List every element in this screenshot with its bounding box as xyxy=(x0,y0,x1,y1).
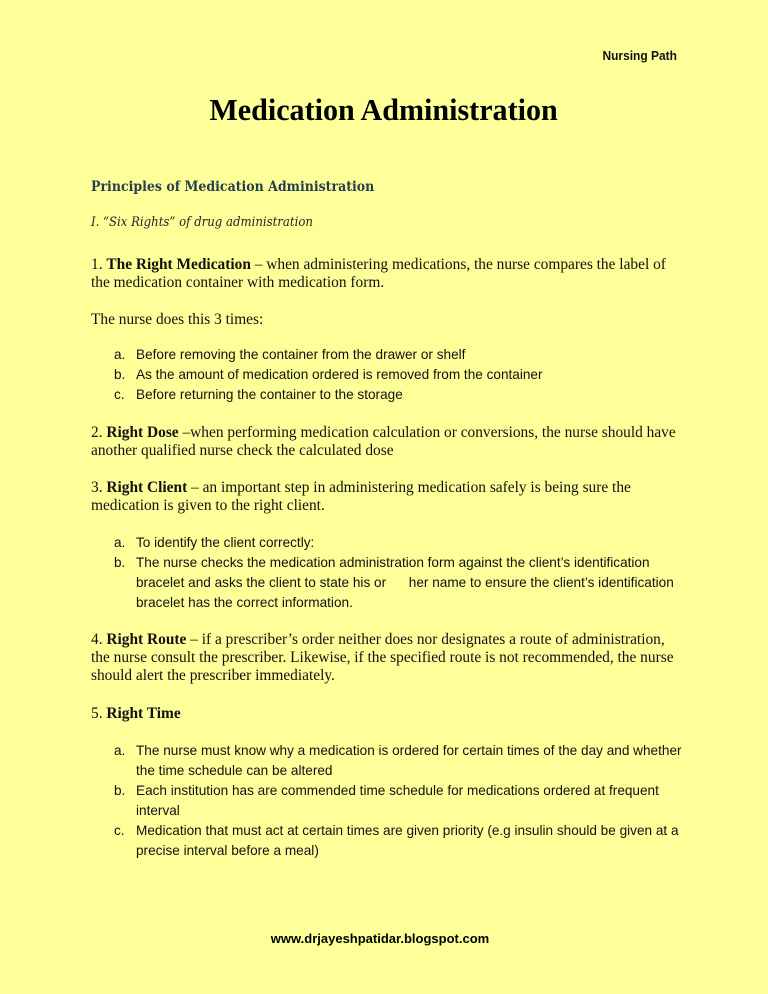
right-name: Right Client xyxy=(106,479,188,496)
medication-note: The nurse does this 3 times: xyxy=(91,311,264,328)
list-item: b. Each institution has are commended time schedule for medications ordered at frequent interval xyxy=(114,783,659,818)
medication-steps-list xyxy=(114,345,684,405)
list-item: c. Before returning the container to the storage xyxy=(114,387,403,402)
right-route-paragraph: 4. Right Route – if a prescriber’s order neither does nor designates a route of administration, the nurse consult the prescriber. Likewise, if the specified route is not recommended, the nurse should alert the prescriber immediately. xyxy=(91,631,674,684)
list-item: a. The nurse must know why a medication is ordered for certain times of the day and whether the time schedule can be altered xyxy=(114,743,682,778)
list-item: a. Before removing the container from the drawer or shelf xyxy=(114,347,466,362)
header-label: Nursing Path xyxy=(602,48,677,63)
right-name: Right Time xyxy=(106,705,181,722)
page-title: Medication Administration xyxy=(209,92,559,127)
right-name: The Right Medication xyxy=(106,256,251,273)
subheading: I. “Six Rights” of drug administration xyxy=(91,215,313,230)
client-steps-list xyxy=(114,533,684,613)
footer-url: www.drjayeshpatidar.blogspot.com xyxy=(270,931,490,946)
list-item: c. Medication that must act at certain times are given priority (e.g insulin should be given at a precise interval before a meal) xyxy=(114,823,679,858)
section-heading: Principles of Medication Administration xyxy=(91,179,375,195)
right-name: Right Route xyxy=(106,631,187,648)
right-dose-paragraph: 2. Right Dose –when performing medication calculation or conversions, the nurse should have another qualified nurse check the calculated dose xyxy=(91,424,676,459)
right-client-paragraph: 3. Right Client – an important step in administering medication safely is being sure the medication is given to the right client. xyxy=(91,479,631,514)
right-name: Right Dose xyxy=(106,424,179,441)
list-item: b. As the amount of medication ordered is removed from the container xyxy=(114,367,543,382)
right-time-paragraph: 5. Right Time xyxy=(91,705,181,722)
right-medication-paragraph: 1. The Right Medication – when administering medications, the nurse compares the label of the medication container with medication form. xyxy=(91,256,666,291)
time-steps-list xyxy=(114,741,684,861)
list-item: b. The nurse checks the medication administration form against the client’s identification bracelet and asks the client to state his or her name to ensure the client’s identification bracelet has the correct information. xyxy=(114,555,674,610)
list-item: a. To identify the client correctly: xyxy=(114,535,315,550)
